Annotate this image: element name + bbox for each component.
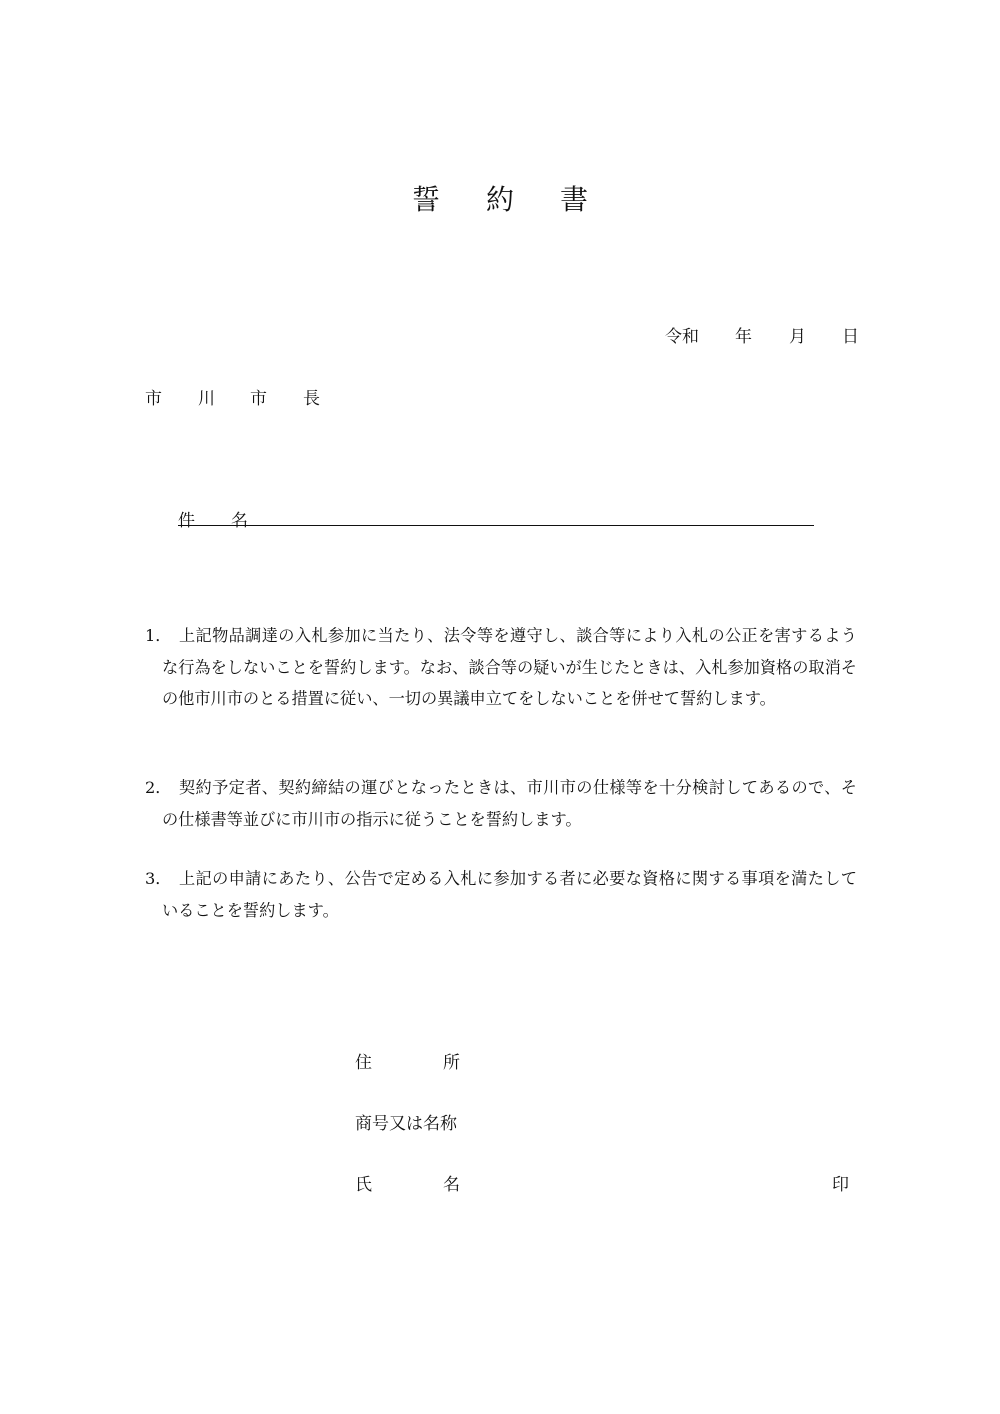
clause-1 [145, 620, 857, 715]
date-era: 令和 [665, 327, 699, 347]
title-char: 約 [485, 183, 560, 216]
clause-3 [145, 863, 857, 926]
subject-label-char: 名 [231, 511, 248, 531]
name-label-char: 名 [443, 1175, 460, 1195]
seal-mark: 印 [832, 1175, 849, 1195]
title-char: 誓 [411, 183, 486, 216]
date-year: 年 [735, 327, 752, 347]
addressee-char: 市 [250, 389, 267, 409]
title-char: 書 [560, 183, 635, 216]
subject-underline [178, 525, 814, 526]
clause-text: 上記物品調達の入札参加に当たり、法令等を遵守し、談合等により入札の公正を害するような行為をしないことを誓約します。なお、談合等の疑いが生じたときは、入札参加資格の取消その他市川市のとる措置に従い、一切の異議申立てをしないことを併せて誓約します。 [162, 626, 857, 708]
subject-label-char: 件 [178, 511, 195, 531]
clause-number: 3． [145, 869, 172, 888]
address-label-char: 住 [355, 1053, 372, 1073]
company-name-label: 商号又は名称 [355, 1114, 457, 1134]
addressee-char: 川 [198, 389, 215, 409]
address-label-char: 所 [443, 1053, 460, 1073]
date-month: 月 [789, 327, 806, 347]
document-title [0, 178, 1000, 218]
subject-field [178, 506, 814, 531]
addressee-char: 長 [303, 389, 320, 409]
date-day: 日 [842, 327, 859, 347]
clause-text: 上記の申請にあたり、公告で定める入札に参加する者に必要な資格に関する事項を満たしていることを誓約します。 [162, 869, 857, 920]
clause-2 [145, 772, 857, 835]
name-label-char: 氏 [355, 1175, 372, 1195]
clause-text: 契約予定者、契約締結の運びとなったときは、市川市の仕様等を十分検討してあるので、その仕様書等並びに市川市の指示に従うことを誓約します。 [162, 778, 857, 829]
addressee-char: 市 [145, 389, 162, 409]
clause-number: 2． [145, 778, 172, 797]
clause-number: 1． [145, 626, 172, 645]
